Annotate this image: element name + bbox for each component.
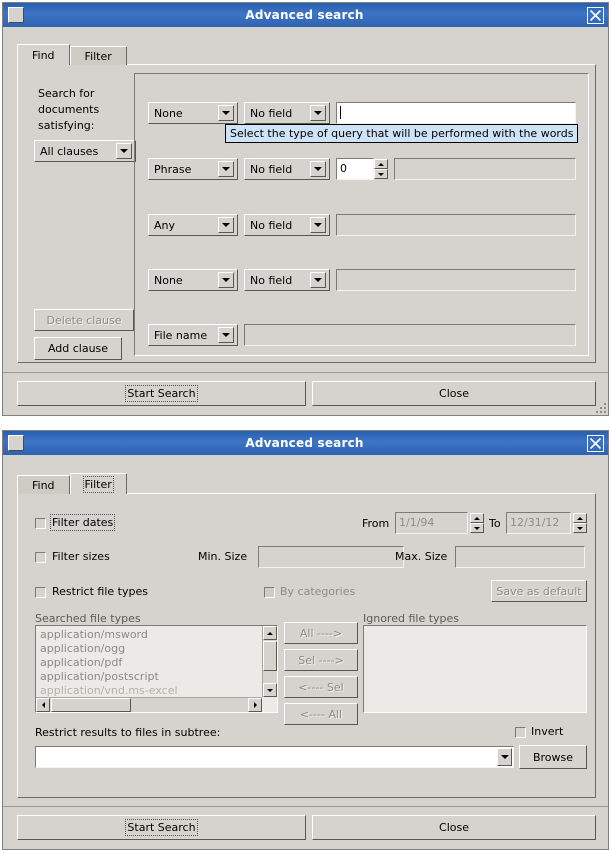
find-window-tabstrip	[17, 43, 127, 65]
clause-mode-value: All clauses	[40, 144, 99, 158]
find-bottom-separator	[3, 372, 608, 373]
min-size-input[interactable]	[258, 546, 404, 568]
tab-find-label: Find	[32, 478, 55, 492]
clause-type-value: None	[154, 273, 183, 287]
date-to-value: 12/31/12	[510, 516, 560, 529]
spinner-up-button[interactable]	[374, 159, 388, 169]
move-selected-right-label: Sel ---->	[298, 653, 344, 667]
clause-field-value: No field	[250, 218, 293, 232]
chevron-down-icon	[310, 217, 326, 233]
tab-filter[interactable]	[70, 473, 127, 494]
move-all-left-button[interactable]	[284, 703, 358, 725]
spinner-down-button[interactable]	[573, 523, 587, 533]
clause-field-value: No field	[250, 162, 293, 176]
clause-proximity-spinner[interactable]	[374, 159, 388, 179]
clause-field-value: No field	[250, 106, 293, 120]
list-item[interactable]: application/postscript	[40, 670, 159, 683]
max-size-input[interactable]	[455, 546, 585, 568]
query-type-tooltip: Select the type of query that will be performed with the words	[225, 124, 578, 143]
spinner-down-button[interactable]	[374, 169, 388, 179]
list-item[interactable]: application/pdf	[40, 656, 123, 669]
clause-list-group	[134, 73, 589, 356]
filter-bottom-separator	[3, 806, 608, 807]
chevron-down-icon	[497, 748, 512, 766]
by-categories-checkbox[interactable]	[264, 587, 275, 598]
chevron-down-icon	[218, 217, 234, 233]
date-from-spinner[interactable]	[470, 513, 484, 533]
list-vertical-scrollbar[interactable]	[262, 626, 277, 697]
delete-clause-button[interactable]	[34, 309, 134, 331]
window-icon	[8, 7, 24, 23]
filter-dates-label: Filter dates	[52, 516, 114, 529]
date-to-spinner[interactable]	[573, 513, 587, 533]
clause-text-input[interactable]	[244, 324, 576, 346]
scroll-thumb[interactable]	[263, 641, 277, 671]
save-as-default-button[interactable]	[491, 580, 587, 602]
ignored-file-types-list[interactable]	[363, 625, 587, 713]
move-selected-left-label: <---- Sel	[298, 680, 344, 694]
filter-sizes-row	[18, 546, 595, 570]
clause-type-combo[interactable]	[148, 214, 238, 236]
close-button[interactable]	[312, 815, 596, 840]
spinner-up-button[interactable]	[470, 513, 484, 523]
clause-field-combo[interactable]	[244, 158, 330, 180]
filter-dates-checkbox[interactable]	[35, 518, 46, 529]
list-item[interactable]: application/ogg	[40, 642, 126, 655]
tab-filter-label: Filter	[84, 477, 112, 491]
advanced-search-find-window	[2, 2, 609, 416]
chevron-down-icon	[310, 272, 326, 288]
clause-field-combo[interactable]	[244, 269, 330, 291]
add-clause-label: Add clause	[47, 342, 109, 355]
scroll-down-button[interactable]	[263, 683, 277, 697]
subtree-label: Restrict results to files in subtree:	[35, 726, 221, 739]
scroll-left-button[interactable]	[36, 698, 50, 712]
restrict-file-types-label: Restrict file types	[52, 585, 148, 598]
clause-type-combo[interactable]	[148, 102, 238, 124]
list-item[interactable]: application/msword	[40, 628, 148, 641]
move-all-left-label: <---- All	[299, 707, 343, 721]
tab-find[interactable]	[17, 44, 70, 65]
move-all-right-label: All ---->	[299, 626, 343, 640]
start-search-label: Start Search	[127, 821, 196, 834]
move-selected-left-button[interactable]	[284, 676, 358, 698]
filter-window-tabstrip	[17, 472, 127, 494]
window-icon	[8, 435, 24, 451]
close-label: Close	[439, 387, 469, 400]
close-icon[interactable]	[585, 434, 605, 452]
clause-type-combo[interactable]	[148, 269, 238, 291]
move-all-right-button[interactable]	[284, 622, 358, 644]
invert-checkbox[interactable]	[515, 727, 526, 738]
start-search-button[interactable]	[17, 381, 306, 406]
tab-filter-label: Filter	[84, 49, 112, 63]
chevron-down-icon	[116, 143, 132, 159]
find-window-title: Advanced search	[245, 8, 364, 22]
start-search-button[interactable]	[17, 815, 306, 840]
tab-find[interactable]	[17, 475, 70, 494]
chevron-down-icon	[310, 105, 326, 121]
clause-proximity-input[interactable]	[336, 158, 374, 180]
delete-clause-label: Delete clause	[46, 313, 122, 327]
chevron-down-icon	[218, 327, 234, 343]
from-label: From	[362, 517, 390, 530]
spinner-down-button[interactable]	[470, 523, 484, 533]
date-to-input[interactable]	[506, 512, 571, 534]
clause-text-input[interactable]	[336, 102, 576, 124]
find-window-titlebar[interactable]	[3, 3, 608, 27]
scroll-thumb[interactable]	[51, 698, 131, 712]
date-from-value: 1/1/94	[399, 516, 435, 529]
tab-find-label: Find	[32, 48, 55, 62]
add-clause-button[interactable]	[34, 337, 122, 360]
subtree-path-combo[interactable]	[35, 746, 514, 768]
by-categories-label: By categories	[280, 585, 356, 598]
invert-label: Invert	[531, 725, 564, 738]
filter-sizes-checkbox[interactable]	[35, 552, 46, 563]
close-icon[interactable]	[585, 6, 605, 24]
to-label: To	[489, 517, 501, 530]
filter-sizes-label: Filter sizes	[52, 550, 110, 563]
clause-type-combo[interactable]	[148, 324, 238, 346]
chevron-down-icon	[310, 161, 326, 177]
restrict-file-types-row	[18, 580, 595, 606]
chevron-down-icon	[218, 272, 234, 288]
filter-window-titlebar[interactable]	[3, 431, 608, 455]
resize-grip[interactable]	[592, 399, 606, 413]
list-item[interactable]: application/vnd.ms-excel	[40, 684, 178, 697]
clause-proximity-value: 0	[340, 162, 347, 175]
min-size-label: Min. Size	[198, 550, 248, 563]
save-as-default-label: Save as default	[496, 584, 582, 598]
scroll-right-button[interactable]	[248, 698, 262, 712]
clause-text-input[interactable]	[336, 214, 576, 236]
clause-mode-combo[interactable]	[34, 140, 136, 162]
spinner-up-button[interactable]	[573, 513, 587, 523]
clause-type-value: Any	[154, 218, 176, 232]
date-from-input[interactable]	[395, 512, 468, 534]
clause-type-value: Phrase	[154, 162, 192, 176]
filter-tab-panel	[17, 493, 596, 798]
close-button[interactable]	[312, 381, 596, 406]
search-for-label: Search for documents satisfying:	[38, 87, 100, 132]
transfer-buttons	[284, 622, 358, 725]
chevron-down-icon	[218, 105, 234, 121]
list-horizontal-scrollbar[interactable]	[36, 697, 262, 712]
filter-window-title: Advanced search	[245, 436, 364, 450]
scroll-up-button[interactable]	[263, 626, 277, 640]
clause-field-combo[interactable]	[244, 214, 330, 236]
max-size-label: Max. Size	[395, 550, 448, 563]
browse-button[interactable]	[519, 745, 587, 769]
browse-label: Browse	[532, 750, 574, 764]
searched-file-types-label: Searched file types	[35, 612, 141, 625]
filter-dates-row	[18, 512, 595, 536]
clause-type-combo[interactable]	[148, 158, 238, 180]
clause-field-value: No field	[250, 273, 293, 287]
clause-text-input[interactable]	[336, 269, 576, 291]
advanced-search-filter-window	[2, 430, 609, 850]
searched-file-types-list[interactable]	[35, 625, 278, 713]
clause-type-value: None	[154, 106, 183, 120]
ignored-file-types-label: Ignored file types	[363, 612, 460, 625]
start-search-label: Start Search	[127, 387, 196, 400]
clause-type-value: File name	[154, 328, 208, 342]
clause-field-combo[interactable]	[244, 102, 330, 124]
close-label: Close	[439, 821, 469, 834]
find-tab-panel	[17, 64, 596, 363]
chevron-down-icon	[218, 161, 234, 177]
tab-filter[interactable]	[70, 46, 127, 65]
restrict-file-types-checkbox[interactable]	[35, 587, 46, 598]
clause-text-input[interactable]	[394, 158, 576, 180]
move-selected-right-button[interactable]	[284, 649, 358, 671]
